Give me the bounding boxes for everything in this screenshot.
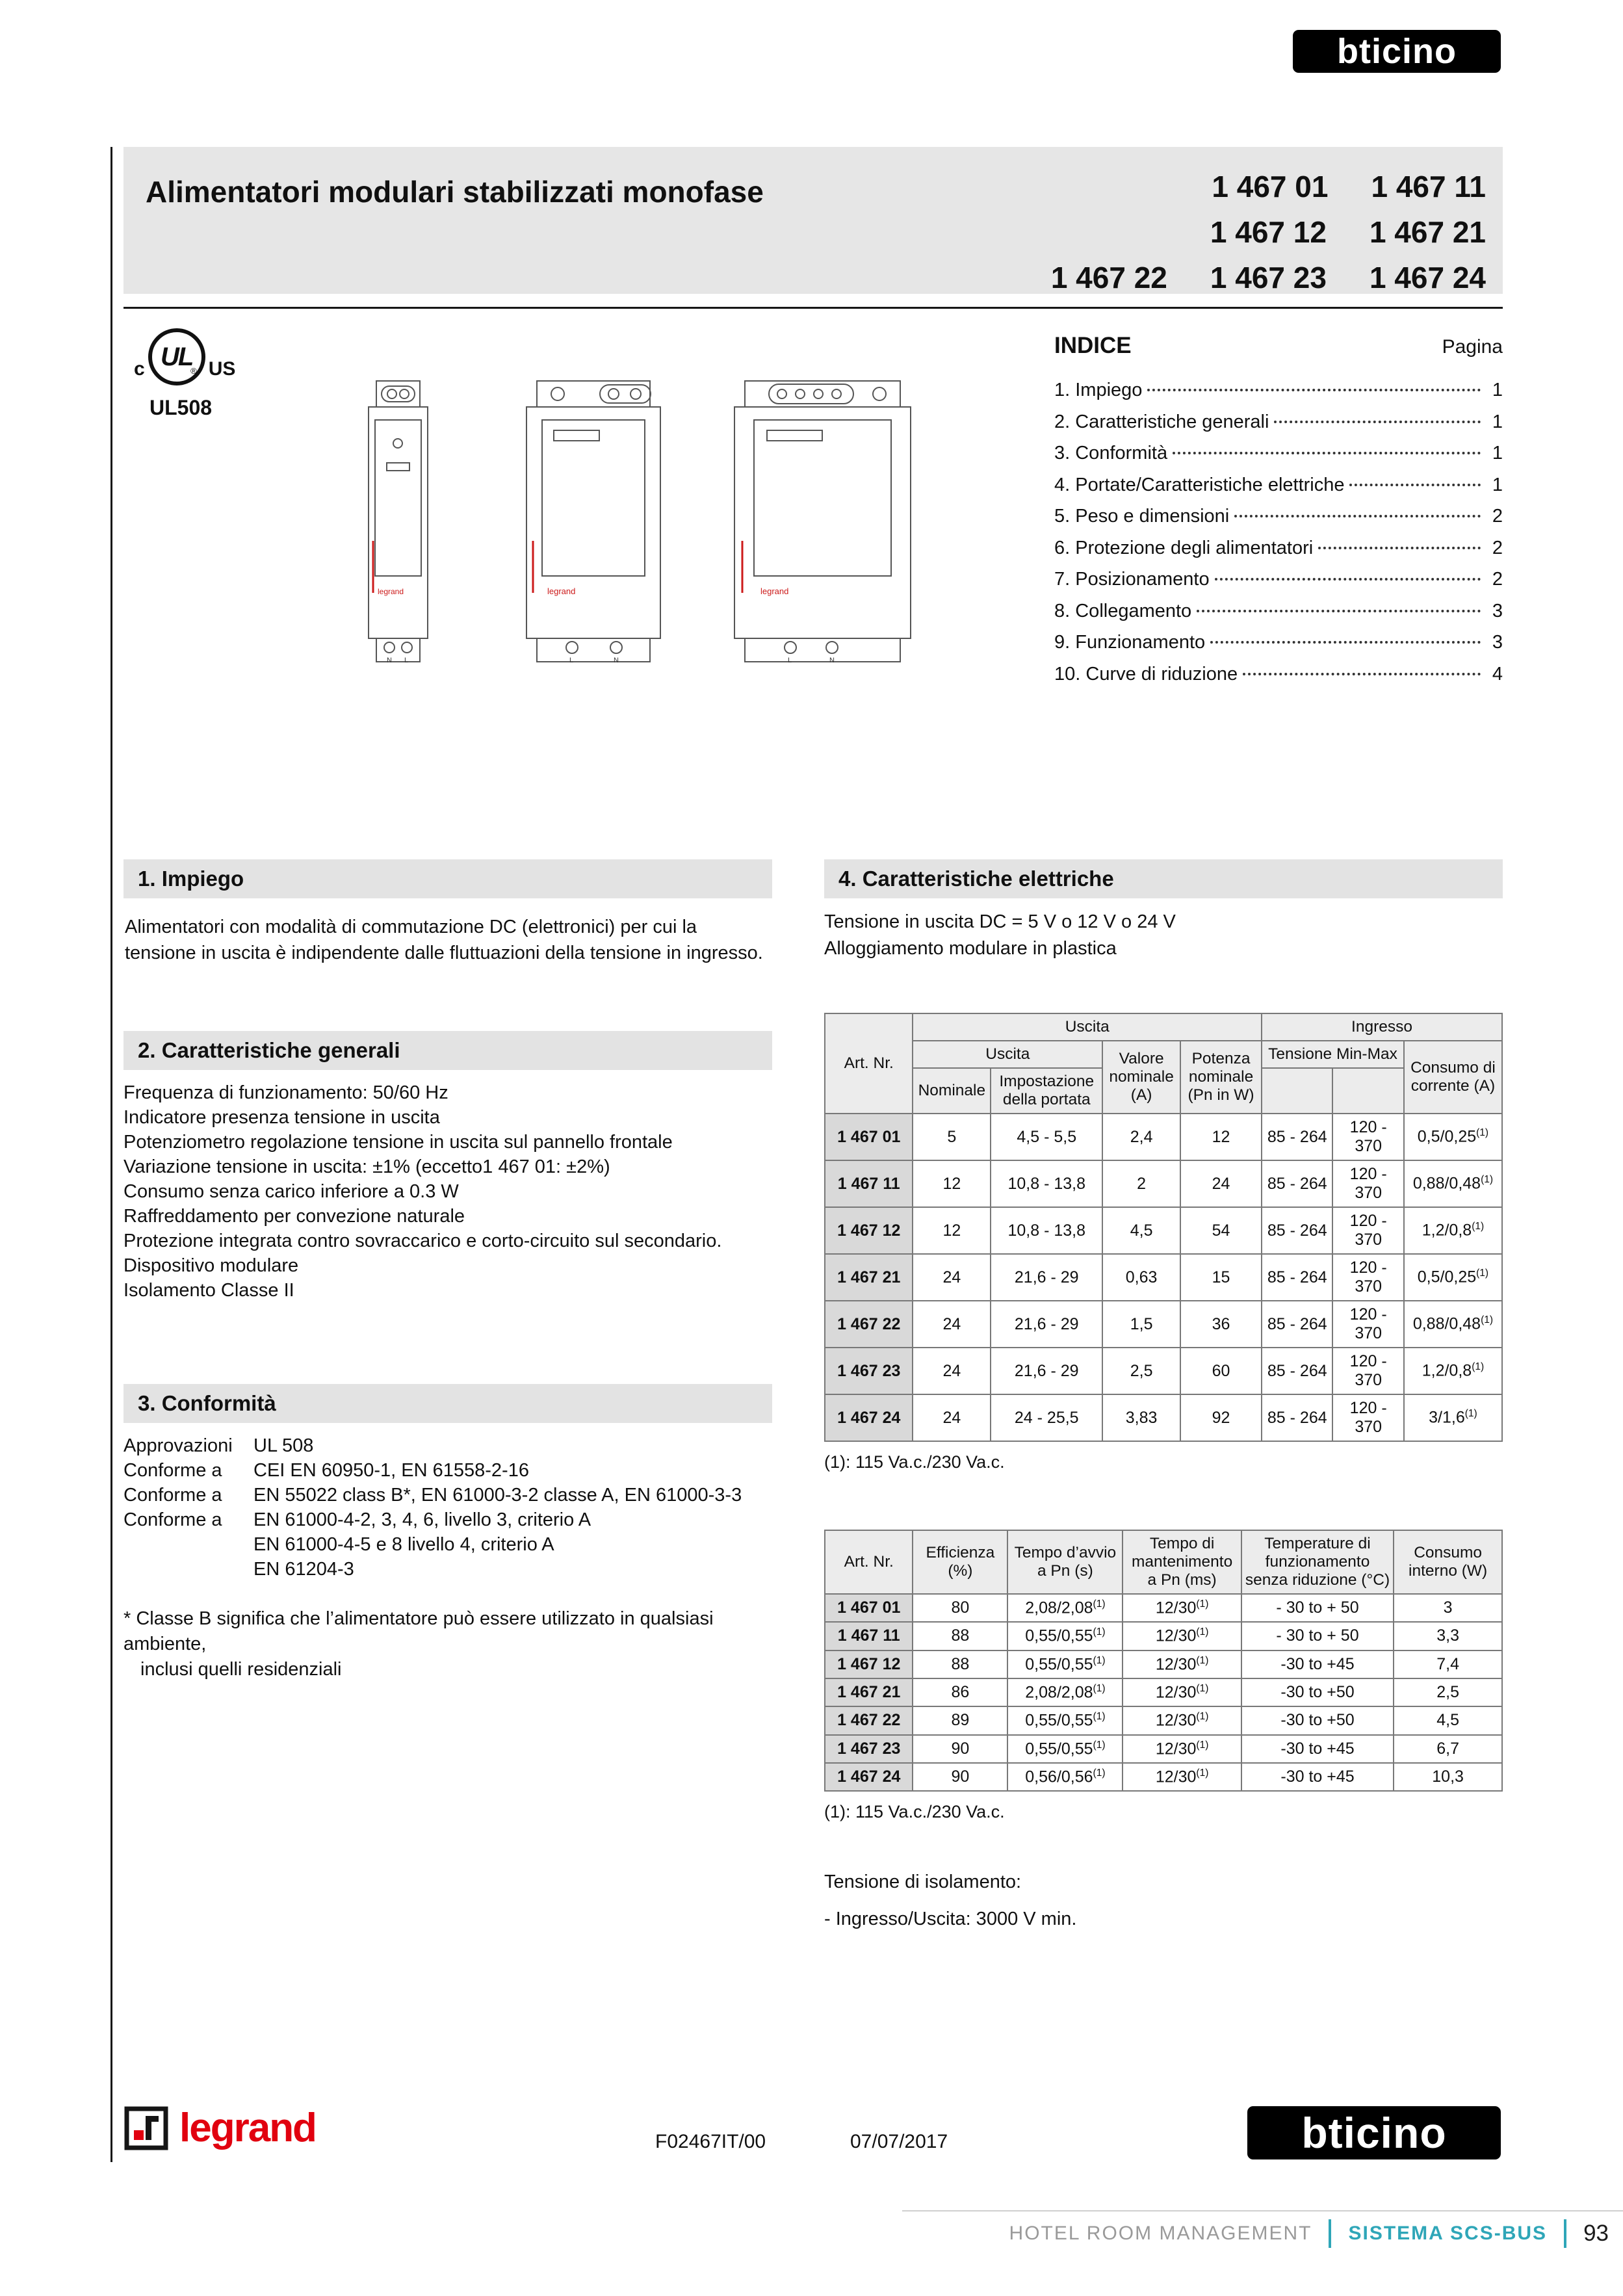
th-impostazione: Impostazione della portata xyxy=(991,1068,1102,1114)
conformity-label xyxy=(123,1532,253,1557)
footer-divider xyxy=(902,2210,1623,2211)
value-cell: -30 to +50 xyxy=(1241,1706,1394,1734)
index-dot-leader xyxy=(1349,484,1481,486)
th-efficienza: Efficienza (%) xyxy=(913,1530,1007,1594)
value-cell: 88 xyxy=(913,1622,1007,1650)
bticino-logo-top xyxy=(1293,30,1501,73)
index-item xyxy=(1054,374,1503,406)
spec-line: Potenziometro regolazione tensione in uscita sul pannello frontale xyxy=(123,1132,673,1153)
product-drawing-2-module xyxy=(525,378,662,664)
value-cell: 3,3 xyxy=(1394,1622,1502,1650)
value-cell: 85 - 264 xyxy=(1262,1114,1332,1160)
index-item-label: 2. Caratteristiche generali xyxy=(1054,411,1269,432)
conformity-standard: EN 55022 class B*, EN 61000-3-2 classe A, EN 61000-3-3 xyxy=(253,1485,742,1506)
section-generali-header xyxy=(123,1031,772,1070)
footer-separator-bar xyxy=(1564,2219,1566,2248)
index-title: INDICE xyxy=(1054,333,1132,358)
page-footer xyxy=(1009,2219,1609,2248)
product-drawing-1-module xyxy=(367,378,429,664)
conformity-row xyxy=(123,1532,772,1557)
th-temperature: Temperature di funzionamento senza riduzione (°C) xyxy=(1241,1530,1394,1594)
index-item xyxy=(1054,532,1503,564)
conformity-standard: CEI EN 60950-1, EN 61558-2-16 xyxy=(253,1460,529,1481)
impiego-body: Alimentatori con modalità di commutazione DC (elettronici) per cui la tensione in uscita è indipendente dalle fluttuazioni della tensione in ingresso. xyxy=(125,917,763,963)
table-row xyxy=(825,1594,1502,1622)
art-nr-cell: 1 467 11 xyxy=(825,1160,913,1207)
table-row xyxy=(825,1706,1502,1734)
table1-footnote: (1): 115 Va.c./230 Va.c. xyxy=(824,1452,1005,1472)
index-item-label: 9. Funzionamento xyxy=(1054,632,1206,653)
table-row xyxy=(825,1114,1502,1160)
value-cell: 21,6 - 29 xyxy=(991,1348,1102,1394)
conformity-standard: EN 61000-4-2, 3, 4, 6, livello 3, criterio A xyxy=(253,1509,591,1530)
product-code: 1 467 12 xyxy=(1210,215,1327,249)
value-cell: 12/30$^{(1)}$ xyxy=(1123,1735,1241,1763)
index-list xyxy=(1054,374,1503,690)
value-cell: 2,5 xyxy=(1394,1678,1502,1706)
value-cell: 120 - 370 xyxy=(1332,1348,1403,1394)
index-dot-leader xyxy=(1318,547,1481,549)
product-code-row xyxy=(1051,209,1486,255)
spec-line: Frequenza di funzionamento: 50/60 Hz xyxy=(123,1082,448,1103)
index-item xyxy=(1054,437,1503,469)
right-column xyxy=(824,859,1503,1933)
empty-header-cell xyxy=(1262,1068,1332,1114)
empty-header-cell xyxy=(1332,1068,1403,1114)
value-cell: 24 xyxy=(913,1254,991,1301)
conformity-row xyxy=(123,1483,772,1507)
ul-us-label: US xyxy=(208,358,236,380)
legrand-mark-icon xyxy=(123,2106,169,2151)
table-row xyxy=(825,1763,1502,1791)
value-cell: 1,5 xyxy=(1102,1301,1180,1348)
title-band xyxy=(123,147,1503,294)
ul-letters: UL xyxy=(161,342,193,371)
art-nr-cell: 1 467 22 xyxy=(825,1301,913,1348)
art-nr-cell: 1 467 01 xyxy=(825,1114,913,1160)
conformity-standard: UL 508 xyxy=(253,1435,314,1456)
value-cell: 15 xyxy=(1180,1254,1262,1301)
footer-system: SISTEMA SCS-BUS xyxy=(1348,2223,1548,2244)
value-cell: 1,2/0,8$^{(1)}$ xyxy=(1404,1207,1502,1254)
value-cell: 0,5/0,25$^{(1)}$ xyxy=(1404,1254,1502,1301)
value-cell: 89 xyxy=(913,1706,1007,1734)
table2-footnote: (1): 115 Va.c./230 Va.c. xyxy=(824,1802,1005,1822)
value-cell: 3 xyxy=(1394,1594,1502,1622)
index-item-label: 8. Collegamento xyxy=(1054,600,1192,621)
index-item-label: 1. Impiego xyxy=(1054,380,1143,400)
index-item-page: 2 xyxy=(1492,569,1503,590)
ul508-label: UL508 xyxy=(149,396,213,419)
value-cell: -30 to +45 xyxy=(1241,1735,1394,1763)
value-cell: 4,5 xyxy=(1102,1207,1180,1254)
value-cell: 24 xyxy=(913,1348,991,1394)
th-uscita-group: Uscita xyxy=(913,1013,1262,1041)
value-cell: 120 - 370 xyxy=(1332,1207,1403,1254)
value-cell: 92 xyxy=(1180,1394,1262,1441)
value-cell: - 30 to + 50 xyxy=(1241,1622,1394,1650)
conformity-row xyxy=(123,1433,772,1458)
conformity-label: Conforme a xyxy=(123,1460,222,1481)
elettriche-lines xyxy=(824,909,1503,962)
value-cell: 12/30$^{(1)}$ xyxy=(1123,1594,1241,1622)
bticino-logo-bottom xyxy=(1247,2106,1501,2159)
value-cell: 0,55/0,55$^{(1)}$ xyxy=(1007,1706,1123,1734)
art-nr-cell: 1 467 21 xyxy=(825,1254,913,1301)
index-dot-leader xyxy=(1173,452,1481,454)
spec-line: Dispositivo modulare xyxy=(123,1255,299,1276)
table-row xyxy=(825,1394,1502,1441)
index-item-page: 4 xyxy=(1492,663,1503,685)
spec-line: Protezione integrata contro sovraccarico e corto-circuito sul secondario. xyxy=(123,1231,722,1251)
value-cell: 12/30$^{(1)}$ xyxy=(1123,1622,1241,1650)
value-cell: 2 xyxy=(1102,1160,1180,1207)
value-cell: 85 - 264 xyxy=(1262,1254,1332,1301)
index-item-label: 3. Conformità xyxy=(1054,443,1168,463)
index-item-page: 1 xyxy=(1492,443,1503,463)
product-code: 1 467 24 xyxy=(1369,261,1486,294)
art-nr-cell: 1 467 24 xyxy=(825,1763,913,1791)
value-cell: 90 xyxy=(913,1735,1007,1763)
ul-c-label: c xyxy=(134,358,145,380)
value-cell: 0,88/0,48$^{(1)}$ xyxy=(1404,1160,1502,1207)
terminal-label: N xyxy=(829,657,835,664)
value-cell: -30 to +45 xyxy=(1241,1650,1394,1678)
table-row xyxy=(825,1207,1502,1254)
left-column xyxy=(123,859,772,1682)
index-item-page: 2 xyxy=(1492,506,1503,527)
value-cell: 0,5/0,25$^{(1)}$ xyxy=(1404,1114,1502,1160)
index-item-label: 5. Peso e dimensioni xyxy=(1054,506,1230,527)
conformity-row xyxy=(123,1557,772,1582)
table-row xyxy=(825,1650,1502,1678)
value-cell: 80 xyxy=(913,1594,1007,1622)
table-row xyxy=(825,1301,1502,1348)
value-cell: 2,4 xyxy=(1102,1114,1180,1160)
legrand-microlabel: legrand xyxy=(547,586,576,596)
section-conformita-header xyxy=(123,1384,772,1423)
elettriche-line: Alloggiamento modulare in plastica xyxy=(824,938,1117,959)
product-drawings xyxy=(351,372,949,668)
th-tempo-avvio: Tempo d’avvio a Pn (s) xyxy=(1007,1530,1123,1594)
th-uscita-sub: Uscita xyxy=(913,1041,1102,1068)
conformity-label: Approvazioni xyxy=(123,1435,233,1456)
value-cell: 0,55/0,55$^{(1)}$ xyxy=(1007,1622,1123,1650)
document-date: 07/07/2017 xyxy=(850,2131,948,2152)
document-reference: F02467IT/00 xyxy=(655,2131,766,2152)
value-cell: 120 - 370 xyxy=(1332,1114,1403,1160)
section-elettriche-header xyxy=(824,859,1503,898)
value-cell: 90 xyxy=(913,1763,1007,1791)
value-cell: 24 xyxy=(913,1301,991,1348)
terminal-label: N xyxy=(387,657,392,664)
index-dot-leader xyxy=(1234,515,1481,517)
conformity-label xyxy=(123,1557,253,1582)
value-cell: 12/30$^{(1)}$ xyxy=(1123,1650,1241,1678)
product-code-row xyxy=(1051,255,1486,300)
th-art-nr: Art. Nr. xyxy=(825,1013,913,1114)
index-item-label: 10. Curve di riduzione xyxy=(1054,663,1238,685)
index-item xyxy=(1054,627,1503,659)
value-cell: 12/30$^{(1)}$ xyxy=(1123,1763,1241,1791)
th-tempo-mantenimento: Tempo di mantenimento a Pn (ms) xyxy=(1123,1530,1241,1594)
product-code: 1 467 22 xyxy=(1050,261,1167,294)
ul-circle-icon xyxy=(148,328,205,385)
product-code: 1 467 23 xyxy=(1210,261,1327,294)
product-codes xyxy=(1051,164,1486,300)
section-title: 2. Caratteristiche generali xyxy=(138,1038,400,1062)
conformity-label: Conforme a xyxy=(123,1509,222,1530)
product-drawing-3-module xyxy=(733,378,912,664)
index-item-page: 2 xyxy=(1492,537,1503,558)
conformita-rows xyxy=(123,1433,772,1582)
value-cell: 2,08/2,08$^{(1)}$ xyxy=(1007,1678,1123,1706)
value-cell: 12/30$^{(1)}$ xyxy=(1123,1678,1241,1706)
art-nr-cell: 1 467 21 xyxy=(825,1678,913,1706)
value-cell: 3,83 xyxy=(1102,1394,1180,1441)
value-cell: 1,2/0,8$^{(1)}$ xyxy=(1404,1348,1502,1394)
th-consumo-interno: Consumo interno (W) xyxy=(1394,1530,1502,1594)
art-nr-cell: 1 467 23 xyxy=(825,1348,913,1394)
index-dot-leader xyxy=(1215,578,1481,581)
index-item xyxy=(1054,501,1503,532)
index-item-label: 7. Posizionamento xyxy=(1054,569,1210,590)
value-cell: 21,6 - 29 xyxy=(991,1301,1102,1348)
value-cell: 120 - 370 xyxy=(1332,1160,1403,1207)
product-code: 1 467 01 xyxy=(1212,170,1329,203)
th-potenza: Potenza nominale (Pn in W) xyxy=(1180,1041,1262,1114)
index-item-label: 4. Portate/Caratteristiche elettriche xyxy=(1054,474,1345,495)
th-tensione: Tensione Min-Max xyxy=(1262,1041,1404,1068)
footer-category: HOTEL ROOM MANAGEMENT xyxy=(1009,2223,1312,2244)
value-cell: 36 xyxy=(1180,1301,1262,1348)
conformity-label: Conforme a xyxy=(123,1485,222,1506)
index-header xyxy=(1054,333,1503,359)
conformity-standard: EN 61204-3 xyxy=(253,1559,354,1580)
value-cell: - 30 to + 50 xyxy=(1241,1594,1394,1622)
th-nominale: Nominale xyxy=(913,1068,991,1114)
value-cell: 24 xyxy=(913,1394,991,1441)
section-impiego-header xyxy=(123,859,772,898)
spec-line: Indicatore presenza tensione in uscita xyxy=(123,1107,440,1128)
value-cell: 12 xyxy=(913,1160,991,1207)
conformity-row xyxy=(123,1507,772,1532)
bticino-wordmark: bticino xyxy=(1301,2109,1447,2157)
legrand-logo xyxy=(123,2105,316,2151)
classe-b-note xyxy=(123,1606,772,1682)
value-cell: 120 - 370 xyxy=(1332,1394,1403,1441)
index-page-label: Pagina xyxy=(1442,336,1503,358)
isolation-info xyxy=(824,1869,1503,1933)
table-row xyxy=(825,1160,1502,1207)
value-cell: 120 - 370 xyxy=(1332,1301,1403,1348)
value-cell: 4,5 - 5,5 xyxy=(991,1114,1102,1160)
performance-table xyxy=(824,1530,1503,1792)
electrical-table-body xyxy=(825,1114,1502,1441)
electrical-table xyxy=(824,1013,1503,1442)
spec-line: Raffreddamento per convezione naturale xyxy=(123,1206,465,1227)
value-cell: 5 xyxy=(913,1114,991,1160)
ul-certification-mark xyxy=(134,328,235,420)
terminal-label: L xyxy=(404,657,409,664)
terminal-label: L xyxy=(788,657,792,664)
value-cell: 2,5 xyxy=(1102,1348,1180,1394)
art-nr-cell: 1 467 22 xyxy=(825,1706,913,1734)
value-cell: 0,55/0,55$^{(1)}$ xyxy=(1007,1650,1123,1678)
value-cell: 12 xyxy=(1180,1114,1262,1160)
index-item-page: 1 xyxy=(1492,411,1503,432)
terminal-label: L xyxy=(569,657,574,664)
value-cell: 12 xyxy=(913,1207,991,1254)
header-rule xyxy=(123,307,1503,309)
left-margin-rule xyxy=(110,147,112,2162)
legrand-microlabel: legrand xyxy=(760,586,789,596)
section-title: 3. Conformità xyxy=(138,1391,276,1415)
value-cell: 85 - 264 xyxy=(1262,1160,1332,1207)
conformity-standard: EN 61000-4-5 e 8 livello 4, criterio A xyxy=(253,1534,554,1555)
value-cell: 24 xyxy=(1180,1160,1262,1207)
index-item xyxy=(1054,564,1503,595)
value-cell: 88 xyxy=(913,1650,1007,1678)
value-cell: 0,56/0,56$^{(1)}$ xyxy=(1007,1763,1123,1791)
index-dot-leader xyxy=(1210,641,1481,644)
index-item-page: 1 xyxy=(1492,380,1503,400)
index-dot-leader xyxy=(1274,421,1481,423)
index-item xyxy=(1054,469,1503,501)
ul-mark-row xyxy=(134,328,235,385)
value-cell: 24 - 25,5 xyxy=(991,1394,1102,1441)
th-valore: Valore nominale (A) xyxy=(1102,1041,1180,1114)
value-cell: 7,4 xyxy=(1394,1650,1502,1678)
value-cell: 0,55/0,55$^{(1)}$ xyxy=(1007,1735,1123,1763)
bticino-wordmark: bticino xyxy=(1337,32,1457,71)
spec-line: Variazione tensione in uscita: ±1% (eccetto1 467 01: ±2%) xyxy=(123,1156,610,1177)
index-item-page: 3 xyxy=(1492,600,1503,621)
generali-lines xyxy=(123,1080,772,1303)
value-cell: 85 - 264 xyxy=(1262,1348,1332,1394)
conformity-row xyxy=(123,1458,772,1483)
product-code-row xyxy=(1051,164,1486,209)
value-cell: -30 to +50 xyxy=(1241,1678,1394,1706)
section-title: 4. Caratteristiche elettriche xyxy=(838,867,1114,891)
elettriche-line: Tensione in uscita DC = 5 V o 12 V o 24 V xyxy=(824,911,1176,932)
value-cell: 21,6 - 29 xyxy=(991,1254,1102,1301)
value-cell: 12/30$^{(1)}$ xyxy=(1123,1706,1241,1734)
value-cell: 85 - 264 xyxy=(1262,1394,1332,1441)
value-cell: 10,8 - 13,8 xyxy=(991,1207,1102,1254)
table-row xyxy=(825,1678,1502,1706)
isolation-value: - Ingresso/Uscita: 3000 V min. xyxy=(824,1909,1077,1930)
section-title: 1. Impiego xyxy=(138,867,244,891)
footer-page-number: 93 xyxy=(1583,2221,1609,2246)
isolation-title: Tensione di isolamento: xyxy=(824,1872,1022,1893)
index-item xyxy=(1054,659,1503,690)
table-row xyxy=(825,1622,1502,1650)
legrand-microlabel: legrand xyxy=(378,587,404,596)
value-cell: 0,88/0,48$^{(1)}$ xyxy=(1404,1301,1502,1348)
index-item xyxy=(1054,595,1503,627)
art-nr-cell: 1 467 12 xyxy=(825,1207,913,1254)
th-art-nr: Art. Nr. xyxy=(825,1530,913,1594)
value-cell: 85 - 264 xyxy=(1262,1301,1332,1348)
classe-b-note-line: * Classe B significa che l’alimentatore può essere utilizzato in qualsiasi ambiente, xyxy=(123,1608,714,1654)
value-cell: 10,8 - 13,8 xyxy=(991,1160,1102,1207)
value-cell: 54 xyxy=(1180,1207,1262,1254)
registered-mark-icon: ® xyxy=(190,366,197,376)
product-code: 1 467 11 xyxy=(1371,170,1486,203)
product-code: 1 467 21 xyxy=(1369,215,1486,249)
table-row xyxy=(825,1735,1502,1763)
value-cell: 120 - 370 xyxy=(1332,1254,1403,1301)
table-row xyxy=(825,1348,1502,1394)
table-row xyxy=(825,1254,1502,1301)
th-consumo: Consumo di corrente (A) xyxy=(1404,1041,1502,1114)
index-dot-leader xyxy=(1243,673,1481,675)
value-cell: 10,3 xyxy=(1394,1763,1502,1791)
value-cell: -30 to +45 xyxy=(1241,1763,1394,1791)
value-cell: 86 xyxy=(913,1678,1007,1706)
terminal-label: N xyxy=(614,657,619,664)
th-ingresso-group: Ingresso xyxy=(1262,1013,1502,1041)
performance-table-body xyxy=(825,1594,1502,1791)
footer-separator-bar xyxy=(1329,2219,1331,2248)
value-cell: 85 - 264 xyxy=(1262,1207,1332,1254)
value-cell: 4,5 xyxy=(1394,1706,1502,1734)
index-item-label: 6. Protezione degli alimentatori xyxy=(1054,537,1314,558)
art-nr-cell: 1 467 12 xyxy=(825,1650,913,1678)
value-cell: 60 xyxy=(1180,1348,1262,1394)
index xyxy=(1054,333,1503,690)
art-nr-cell: 1 467 01 xyxy=(825,1594,913,1622)
spec-line: Isolamento Classe II xyxy=(123,1280,294,1301)
page-title: Alimentatori modulari stabilizzati monofase xyxy=(146,175,764,209)
index-item xyxy=(1054,406,1503,438)
index-dot-leader xyxy=(1147,389,1481,391)
index-item-page: 1 xyxy=(1492,474,1503,495)
index-item-page: 3 xyxy=(1492,632,1503,653)
value-cell: 2,08/2,08$^{(1)}$ xyxy=(1007,1594,1123,1622)
value-cell: 6,7 xyxy=(1394,1735,1502,1763)
legrand-wordmark: legrand xyxy=(179,2106,316,2150)
art-nr-cell: 1 467 23 xyxy=(825,1735,913,1763)
spec-line: Consumo senza carico inferiore a 0.3 W xyxy=(123,1181,459,1202)
value-cell: 3/1,6$^{(1)}$ xyxy=(1404,1394,1502,1441)
value-cell: 0,63 xyxy=(1102,1254,1180,1301)
index-dot-leader xyxy=(1197,610,1481,612)
art-nr-cell: 1 467 11 xyxy=(825,1622,913,1650)
art-nr-cell: 1 467 24 xyxy=(825,1394,913,1441)
classe-b-note-line: inclusi quelli residenziali xyxy=(140,1659,342,1680)
